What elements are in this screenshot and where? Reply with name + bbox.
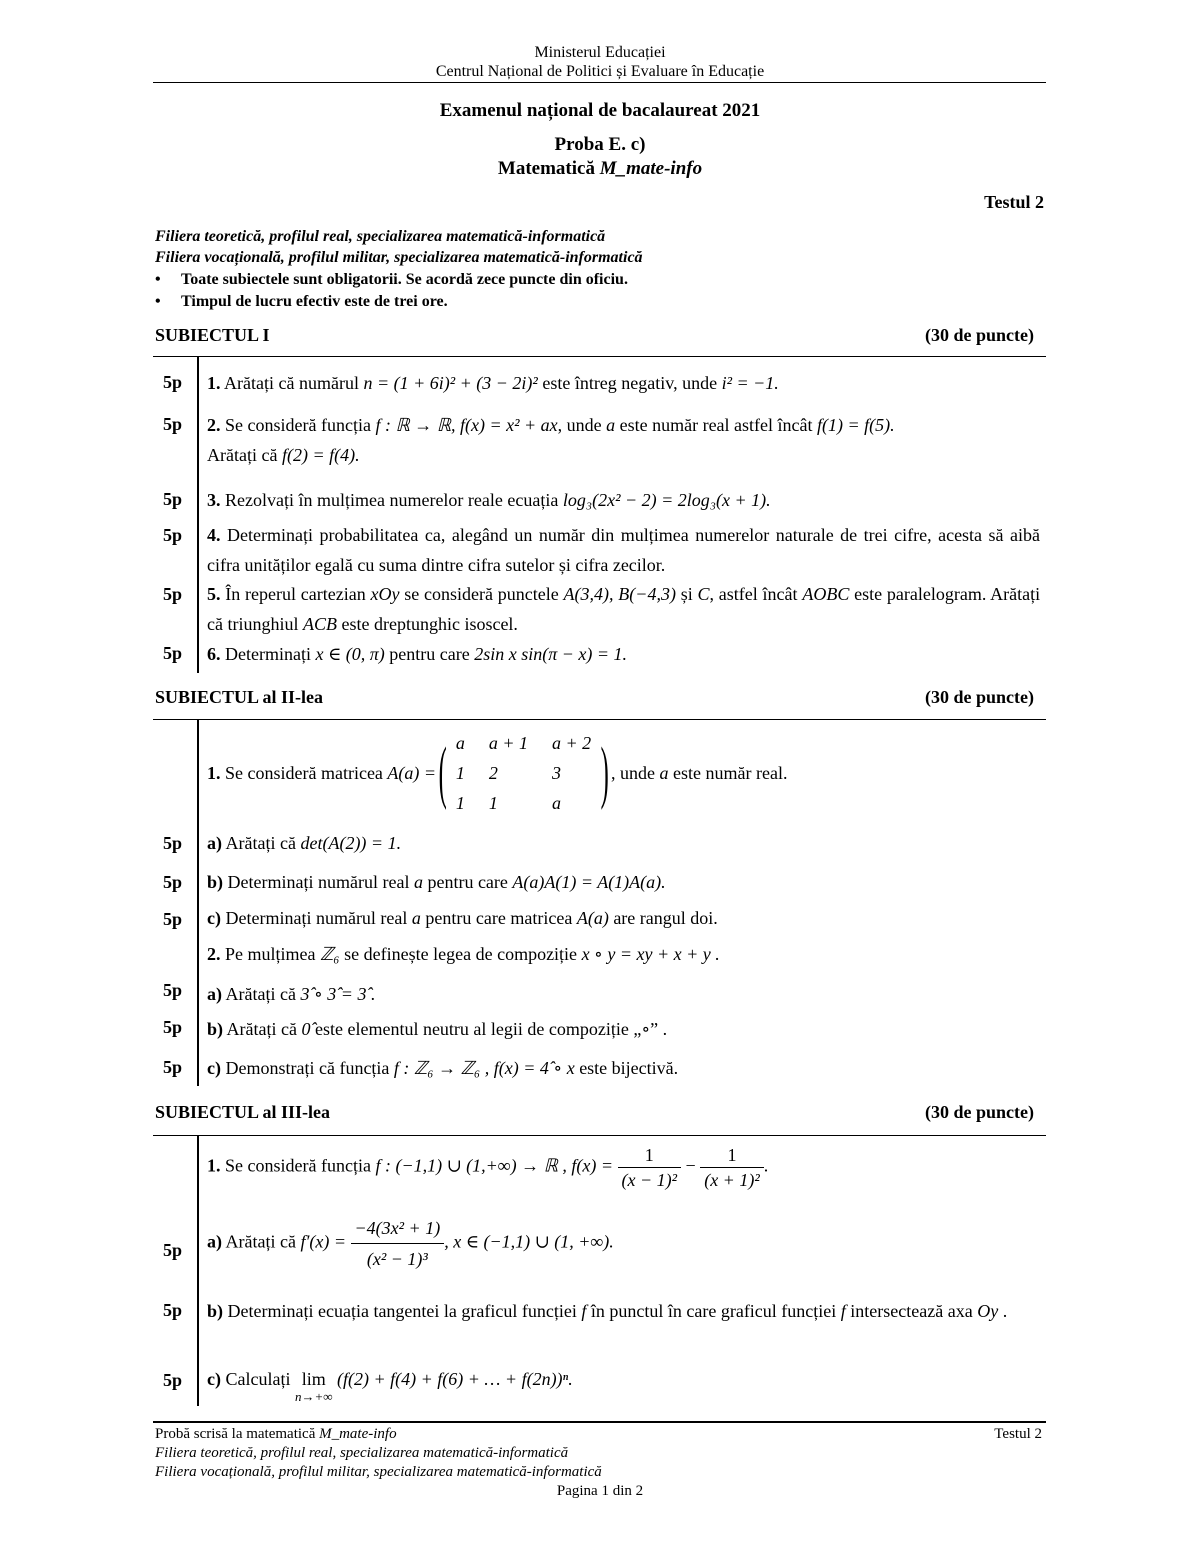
section-1-title: SUBIECTUL I — [155, 325, 270, 345]
limit: lim n→+∞ — [294, 1369, 333, 1404]
problem-2-1c: c) Determinați numărul real a pentru care matricea A(a) are rangul doi. — [207, 908, 718, 928]
section-2-rule — [153, 719, 1046, 720]
bullet-icon: • — [155, 271, 161, 288]
right-paren: ) — [600, 734, 609, 811]
points-label: 5p — [163, 909, 183, 929]
points-label: 5p — [163, 584, 183, 604]
ministry-name: Ministerul Educației — [534, 44, 666, 61]
footer-test: Testul 2 — [994, 1426, 1042, 1442]
proba-title: Proba E. c) — [554, 134, 646, 155]
points-label: 5p — [163, 1240, 183, 1260]
center-name: Centrul Național de Politici și Evaluare în Educație — [435, 63, 765, 80]
problem-2-1b: b) Determinați numărul real a pentru care A(a)A(1) = A(1)A(a). — [207, 872, 666, 892]
points-label: 5p — [163, 643, 183, 663]
header-rule — [153, 82, 1046, 83]
subject-title: Matematică M_mate-info — [497, 158, 703, 179]
problem-2-2: 2. Pe mulțimea ℤ₆ se definește legea de compoziție x ∘ y = xy + x + y . — [207, 944, 720, 964]
bullet-icon: • — [155, 293, 161, 310]
problem-1-4: 4. Determinați probabilitatea ca, alegând un număr din mulțimea numerelor naturale de trei cifre, acesta să aibă cifra unităților egală cu suma dintre cifra sutelor și cifra zecilor. — [207, 525, 1041, 575]
derivative-fraction: $\frac{\text{−4(3x² + 1)}}{\text{(x² − 1)³}}$ — [351, 1213, 445, 1274]
points-label: 5p — [163, 372, 183, 392]
points-label: 5p — [163, 872, 183, 892]
footer-rule — [153, 1421, 1046, 1423]
section-3-bar — [197, 1136, 199, 1406]
section-2-bar — [197, 720, 199, 1086]
footer-line-1: Probă scrisă la matematică M_mate-info — [155, 1426, 397, 1442]
bullet-1: • Toate subiectele sunt obligatorii. Se acordă zece puncte din oficiu. — [155, 271, 628, 288]
points-label: 5p — [163, 1017, 183, 1037]
problem-1-3: 3. Rezolvați în mulțimea numerelor reale ecuația log₃(2x² − 2) = 2log₃(x + 1). — [207, 490, 771, 510]
footer-line-2: Filiera teoretică, profilul real, specializarea matematică-informatică — [155, 1445, 569, 1461]
problem-2-2b: b) Arătați că 0̂ este elementul neutru al legii de compoziție „∘” . — [207, 1019, 668, 1039]
points-label: 5p — [163, 1057, 183, 1077]
section-3-rule — [153, 1135, 1046, 1136]
points-label: 5p — [163, 489, 183, 509]
problem-1-2: 2. Se consideră funcția f : ℝ → ℝ, f(x) = x² + ax, unde a este număr real astfel încât f(1) = f(5). Arătați că f(2) = f(4). — [207, 415, 895, 465]
test-number: Testul 2 — [984, 192, 1044, 212]
page-number: Pagina 1 din 2 — [556, 1483, 644, 1499]
points-label: 5p — [163, 1300, 183, 1320]
section-1-rule — [153, 356, 1046, 357]
section-1-points: (30 de puncte) — [925, 325, 1034, 345]
left-paren: ( — [438, 734, 447, 811]
points-label: 5p — [163, 980, 183, 1000]
problem-3-1c: c) Calculați lim n→+∞ (f(2) + f(4) + f(6) + … + f(2n))ⁿ. — [207, 1369, 573, 1404]
section-2-title: SUBIECTUL al II-lea — [155, 687, 324, 707]
problem-3-1a: a) Arătați că f′(x) = $\frac{\text{−4(3x² + 1)}}{\text{(x² − 1)³}}$ , x ∈ (−1,1) ∪ (1, +∞). — [207, 1213, 1040, 1274]
points-label: 5p — [163, 1370, 183, 1390]
bullet-2: • Timpul de lucru efectiv este de trei ore. — [155, 293, 448, 310]
intro-line-2: Filiera vocațională, profilul militar, specializarea matematică-informatică — [155, 249, 643, 266]
problem-3-1: 1. Se consideră funcția f : (−1,1) ∪ (1,+∞) → ℝ , f(x) = $\frac{1}{\text{(x − 1)²}}$ − $\frac{1}{\text{(x + 1)²}}$ . — [207, 1145, 769, 1190]
fraction-2: $\frac{1}{\text{(x + 1)²}}$ — [700, 1143, 764, 1192]
problem-2-2a: a) Arătați că 3̂ ∘ 3̂ = 3̂ . — [207, 984, 376, 1004]
problem-1-6: 6. Determinați x ∈ (0, π) pentru care 2sin x sin(π − x) = 1. — [207, 644, 628, 664]
section-2-points: (30 de puncte) — [925, 687, 1034, 707]
intro-line-1: Filiera teoretică, profilul real, specializarea matematică-informatică — [155, 228, 606, 245]
points-label: 5p — [163, 833, 183, 853]
problem-3-1b: b) Determinați ecuația tangentei la graficul funcției f în punctul în care graficul funcției f intersectează axa Oy . — [207, 1301, 1008, 1321]
section-3-points: (30 de puncte) — [925, 1102, 1034, 1122]
problem-1-5: 5. În reperul cartezian xOy se consideră punctele A(3,4), B(−4,3) și C, astfel încât AOBC este paralelogram. Arătați că triunghiul ACB este dreptunghic isoscel. — [207, 584, 1041, 634]
exam-title: Examenul național de bacalaureat 2021 — [439, 100, 761, 121]
problem-2-1a: a) Arătați că det(A(2)) = 1. — [207, 833, 402, 853]
problem-1-1: 1. Arătați că numărul n = (1 + 6i)² + (3 − 2i)² este întreg negativ, unde i² = −1. — [207, 373, 779, 393]
problem-2-1: 1. Se consideră matricea A(a) = ( a a + 1 a + 2 1 2 3 1 1 a ) , unde a este număr real. — [207, 728, 1040, 818]
section-3-title: SUBIECTUL al III-lea — [155, 1102, 331, 1122]
problem-2-2c: c) Demonstrați că funcția f : ℤ₆ → ℤ₆ , f(x) = 4̂ ∘ x este bijectivă. — [207, 1058, 679, 1078]
points-label: 5p — [163, 414, 183, 434]
points-label: 5p — [163, 525, 183, 545]
section-1-bar — [197, 357, 199, 673]
matrix-a: a a + 1 a + 2 1 2 3 1 1 a — [455, 733, 592, 813]
fraction-1: $\frac{1}{\text{(x − 1)²}}$ — [618, 1143, 682, 1192]
footer-line-3: Filiera vocațională, profilul militar, specializarea matematică-informatică — [155, 1464, 602, 1480]
